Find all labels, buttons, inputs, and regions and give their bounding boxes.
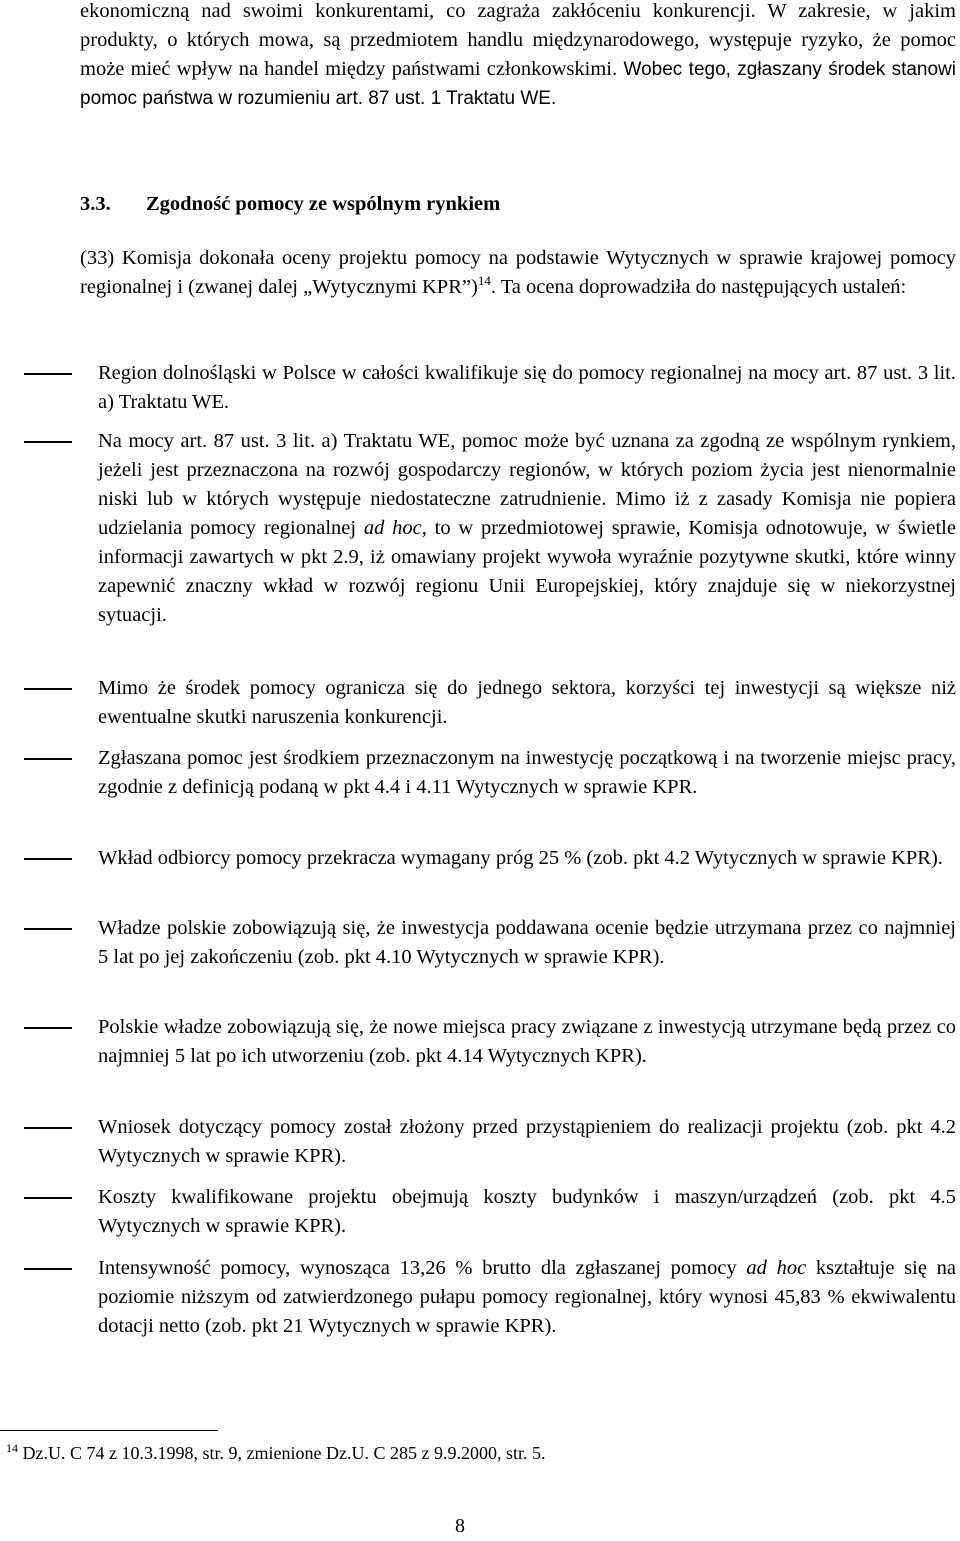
paragraph-33-text — [80, 244, 956, 302]
intro-text-sans: Wobec tego, zgłaszany środek stanowi pomoc państwa w rozumieniu art. 87 ust. 1 Traktatu WE. — [80, 59, 956, 109]
list-item-italic: ad hoc — [746, 1257, 807, 1279]
intro-text-serif: ekonomiczną nad swoimi konkurentami, co zagraża zakłóceniu konkurencji. W zakresie, w jakim produkty, o których mowa, są przedmiotem handlu międzynarodowego, występuje ryzyko, że pomoc może mieć wpływ na handel między państwami członkowskimi. — [80, 0, 956, 80]
footnote-text: Dz.U. C 74 z 10.3.1998, str. 9, zmienione Dz.U. C 285 z 9.9.2000, str. 5. — [18, 1443, 546, 1463]
dash-bullet — [24, 1027, 72, 1029]
list-item-text: Wkład odbiorcy pomocy przekracza wymagany próg 25 % (zob. pkt 4.2 Wytycznych w sprawie KPR). — [98, 847, 943, 869]
list-item-text-after: , to w przedmiotowej sprawie, Komisja odnotowuje, w świetle informacji zawartych w pkt 2.9, iż omawiany projekt wywoła wyraźnie pozytywne skutki, które winny zapewnić znaczny wkład w rozwój regionu Unii Europejskiej, który znajduje się w niekorzystnej sytuacji. — [98, 517, 956, 626]
dash-bullet — [24, 441, 72, 443]
list-item — [98, 1113, 956, 1171]
footnote-ref: 14 — [477, 273, 491, 289]
list-item-text: Wniosek dotyczący pomocy został złożony przed przystąpieniem do realizacji projektu (zob. pkt 4.2 Wytycznych w sprawie KPR). — [98, 1116, 956, 1167]
section-heading: 3.3. Zgodność pomocy ze wspólnym rynkiem — [80, 193, 501, 215]
list-item — [98, 844, 956, 873]
dash-bullet — [24, 688, 72, 690]
list-item-text: Region dolnośląski w Polsce w całości kwalifikuje się do pomocy regionalnej na mocy art. 87 ust. 3 lit. a) Traktatu WE. — [98, 362, 956, 413]
list-item-text: Koszty kwalifikowane projektu obejmują koszty budynków i maszyn/urządzeń (zob. pkt 4.5 Wytycznych w sprawie KPR). — [98, 1186, 956, 1237]
list-item-text: Władze polskie zobowiązują się, że inwestycja poddawana ocenie będzie utrzymana przez co najmniej 5 lat po jej zakończeniu (zob. pkt 4.10 Wytycznych w sprawie KPR). — [98, 917, 956, 968]
list-item-italic: ad hoc — [363, 517, 422, 539]
list-item — [98, 1183, 956, 1241]
dash-bullet — [24, 1197, 72, 1199]
footnote-number: 14 — [6, 1441, 18, 1455]
list-item-text: Mimo że środek pomocy ogranicza się do jednego sektora, korzyści tej inwestycji są większe niż ewentualne skutki naruszenia konkurencji. — [98, 677, 956, 728]
list-item-text: Intensywność pomocy, wynosząca 13,26 % brutto dla zgłaszanej pomocy — [98, 1257, 747, 1279]
list-item — [98, 744, 956, 802]
paragraph-33 — [80, 244, 956, 302]
dash-bullet — [24, 373, 72, 375]
list-item-text-after: kształtuje się na poziomie niższym od zatwierdzonego pułapu pomocy regionalnej, który wynosi 45,83 % ekwiwalentu dotacji netto (zob. pkt 21 Wytycznych w sprawie KPR). — [98, 1257, 956, 1337]
dash-bullet — [24, 1127, 72, 1129]
list-item-text: Na mocy art. 87 ust. 3 lit. a) Traktatu WE, pomoc może być uznana za zgodną ze wspólnym rynkiem, jeżeli jest przeznaczona na rozwój gospodarczy regionów, w których poziom życia jest nienormalnie niski lub w których występuje niedostateczne zatrudnienie. Mimo iż z zasady Komisja nie popiera udzielania pomocy regionalnej — [98, 430, 956, 539]
page-number: 8 — [455, 1515, 465, 1537]
footnote — [6, 1441, 545, 1465]
dash-bullet — [24, 758, 72, 760]
list-item-text: Zgłaszana pomoc jest środkiem przeznaczonym na inwestycję początkową i na tworzenie miejsc pracy, zgodnie z definicją podaną w pkt 4.4 i 4.11 Wytycznych w sprawie KPR. — [98, 747, 956, 798]
paragraph-label: (33) — [80, 247, 115, 269]
footnote-separator — [0, 1430, 218, 1431]
dash-bullet — [24, 858, 72, 860]
list-item — [98, 1013, 956, 1071]
dash-bullet — [24, 928, 72, 930]
paragraph-33-text-b: . Ta ocena doprowadziła do następujących ustaleń: — [490, 276, 907, 298]
list-item — [98, 674, 956, 732]
list-item — [98, 1254, 956, 1341]
dash-bullet — [24, 1268, 72, 1270]
section-title: Zgodność pomocy ze wspólnym rynkiem — [146, 193, 501, 215]
list-item — [98, 359, 956, 417]
list-item-text: Polskie władze zobowiązują się, że nowe miejsca pracy związane z inwestycją utrzymane będą przez co najmniej 5 lat po ich utworzeniu (zob. pkt 4.14 Wytycznych KPR). — [98, 1016, 956, 1067]
paragraph-33-text-a: Komisja dokonała oceny projektu pomocy na podstawie Wytycznych w sprawie krajowej pomocy regionalnej i (zwanej dalej „Wytycznymi KPR”) — [80, 247, 957, 298]
list-item — [98, 427, 956, 630]
list-item — [98, 914, 956, 972]
intro-paragraph — [80, 0, 956, 113]
